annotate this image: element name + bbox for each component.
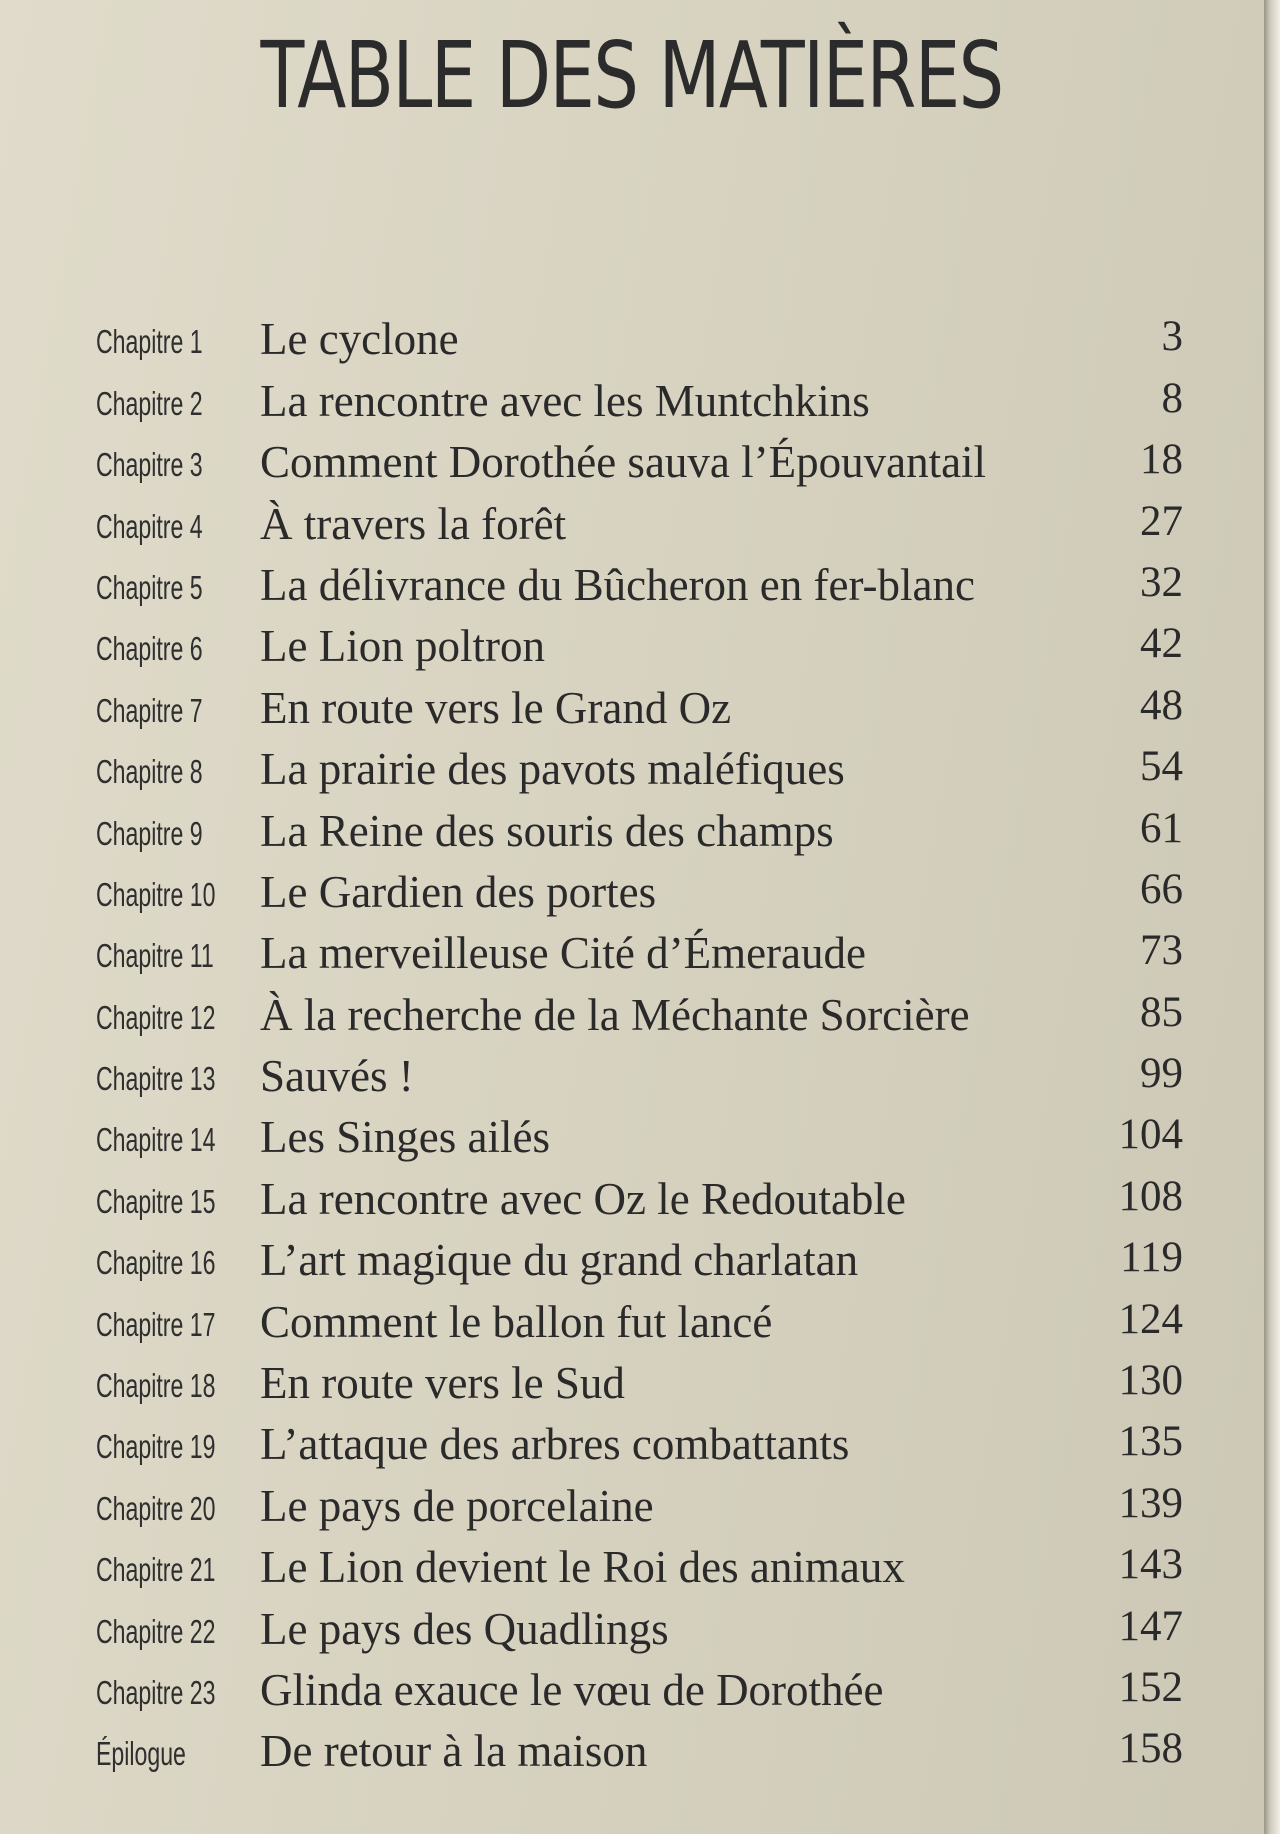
chapter-title: L’art magique du grand charlatan — [260, 1235, 859, 1286]
chapter-label: Chapitre 18 — [96, 1367, 216, 1405]
chapter-title: Sauvés ! — [260, 1051, 414, 1102]
chapter-title: La rencontre avec Oz le Redoutable — [260, 1173, 906, 1224]
chapter-label: Épilogue — [96, 1735, 186, 1773]
chapter-label: Chapitre 8 — [96, 753, 203, 791]
page-number: 54 — [1140, 743, 1183, 791]
chapter-label: Chapitre 23 — [96, 1673, 216, 1711]
toc-entry — [0, 1663, 1264, 1724]
chapter-title: La délivrance du Bûcheron en fer-blanc — [260, 559, 975, 610]
toc-entry — [0, 1171, 1264, 1232]
page-number: 85 — [1140, 988, 1183, 1036]
page-number: 99 — [1140, 1050, 1183, 1098]
chapter-label: Chapitre 20 — [96, 1489, 216, 1527]
chapter-label: Chapitre 15 — [96, 1182, 216, 1220]
page-number: 124 — [1118, 1295, 1183, 1343]
toc-entry — [0, 1356, 1264, 1417]
page-number: 18 — [1140, 436, 1183, 484]
chapter-label: Chapitre 19 — [96, 1428, 216, 1466]
page-number: 8 — [1161, 374, 1183, 422]
toc-entry — [0, 1110, 1264, 1171]
toc-entry — [0, 987, 1264, 1048]
page-number: 27 — [1140, 497, 1183, 545]
page-number: 119 — [1120, 1234, 1183, 1282]
toc-entry — [0, 1724, 1264, 1785]
page-number: 158 — [1118, 1725, 1183, 1773]
page-number: 130 — [1118, 1357, 1183, 1405]
page-edge — [1264, 0, 1280, 1834]
page-number: 139 — [1118, 1479, 1183, 1527]
chapter-title: À la recherche de la Méchante Sorcière — [260, 989, 970, 1040]
chapter-label: Chapitre 13 — [96, 1060, 216, 1098]
table-of-contents — [0, 312, 1264, 1785]
toc-entry — [0, 1233, 1264, 1294]
chapter-title: Le Lion poltron — [260, 621, 545, 672]
toc-entry — [0, 1478, 1264, 1539]
chapter-label: Chapitre 2 — [96, 384, 203, 422]
page-title: TABLE DES MATIÈRES — [260, 22, 1003, 129]
page-number: 61 — [1140, 804, 1183, 852]
toc-entry — [0, 803, 1264, 864]
page-number: 73 — [1140, 927, 1183, 975]
toc-entry — [0, 680, 1264, 741]
chapter-label: Chapitre 7 — [96, 691, 203, 729]
chapter-label: Chapitre 17 — [96, 1305, 216, 1343]
page-number: 147 — [1118, 1602, 1183, 1650]
chapter-title: Le Gardien des portes — [260, 866, 657, 917]
chapter-title: La Reine des souris des champs — [260, 805, 834, 856]
chapter-title: Glinda exauce le vœu de Dorothée — [260, 1664, 884, 1715]
toc-entry — [0, 435, 1264, 496]
toc-entry — [0, 312, 1264, 373]
toc-entry — [0, 619, 1264, 680]
page-number: 66 — [1140, 865, 1183, 913]
chapter-label: Chapitre 3 — [96, 446, 203, 484]
toc-entry — [0, 865, 1264, 926]
toc-entry — [0, 496, 1264, 557]
toc-entry — [0, 1049, 1264, 1110]
toc-entry — [0, 1540, 1264, 1601]
chapter-title: La rencontre avec les Muntchkins — [260, 375, 870, 426]
chapter-label: Chapitre 16 — [96, 1244, 216, 1282]
page-number: 3 — [1161, 313, 1183, 361]
chapter-title: La merveilleuse Cité d’Émeraude — [260, 928, 866, 979]
chapter-label: Chapitre 10 — [96, 875, 216, 913]
chapter-title: En route vers le Grand Oz — [260, 682, 732, 733]
toc-entry — [0, 558, 1264, 619]
chapter-title: Le cyclone — [260, 314, 459, 365]
chapter-title: Le pays de porcelaine — [260, 1480, 654, 1531]
chapter-label: Chapitre 5 — [96, 568, 203, 606]
chapter-label: Chapitre 21 — [96, 1551, 216, 1589]
page-number: 152 — [1118, 1663, 1183, 1711]
toc-entry — [0, 1294, 1264, 1355]
toc-entry — [0, 1417, 1264, 1478]
page-number: 135 — [1118, 1418, 1183, 1466]
chapter-title: En route vers le Sud — [260, 1358, 625, 1409]
page-number: 32 — [1140, 558, 1183, 606]
chapter-title: Comment le ballon fut lancé — [260, 1296, 773, 1347]
toc-entry — [0, 373, 1264, 434]
chapter-title: À travers la forêt — [260, 498, 567, 549]
chapter-label: Chapitre 12 — [96, 998, 216, 1036]
page-number: 104 — [1118, 1111, 1183, 1159]
chapter-title: De retour à la maison — [260, 1726, 648, 1777]
toc-entry — [0, 742, 1264, 803]
chapter-label: Chapitre 6 — [96, 630, 203, 668]
chapter-title: La prairie des pavots maléfiques — [260, 744, 845, 795]
chapter-label: Chapitre 22 — [96, 1612, 216, 1650]
chapter-title: Le pays des Quadlings — [260, 1603, 669, 1654]
chapter-title: Comment Dorothée sauva l’Épouvantail — [260, 437, 987, 488]
page-number: 143 — [1118, 1541, 1183, 1589]
chapter-label: Chapitre 11 — [96, 937, 214, 975]
chapter-label: Chapitre 14 — [96, 1121, 216, 1159]
toc-entry — [0, 926, 1264, 987]
chapter-title: Les Singes ailés — [260, 1112, 550, 1163]
chapter-title: L’attaque des arbres combattants — [260, 1419, 850, 1470]
chapter-label: Chapitre 1 — [96, 323, 203, 361]
toc-entry — [0, 1601, 1264, 1662]
page-number: 48 — [1140, 681, 1183, 729]
page-number: 108 — [1118, 1172, 1183, 1220]
page-number: 42 — [1140, 620, 1183, 668]
chapter-title: Le Lion devient le Roi des animaux — [260, 1542, 905, 1593]
chapter-label: Chapitre 9 — [96, 814, 203, 852]
chapter-label: Chapitre 4 — [96, 507, 203, 545]
